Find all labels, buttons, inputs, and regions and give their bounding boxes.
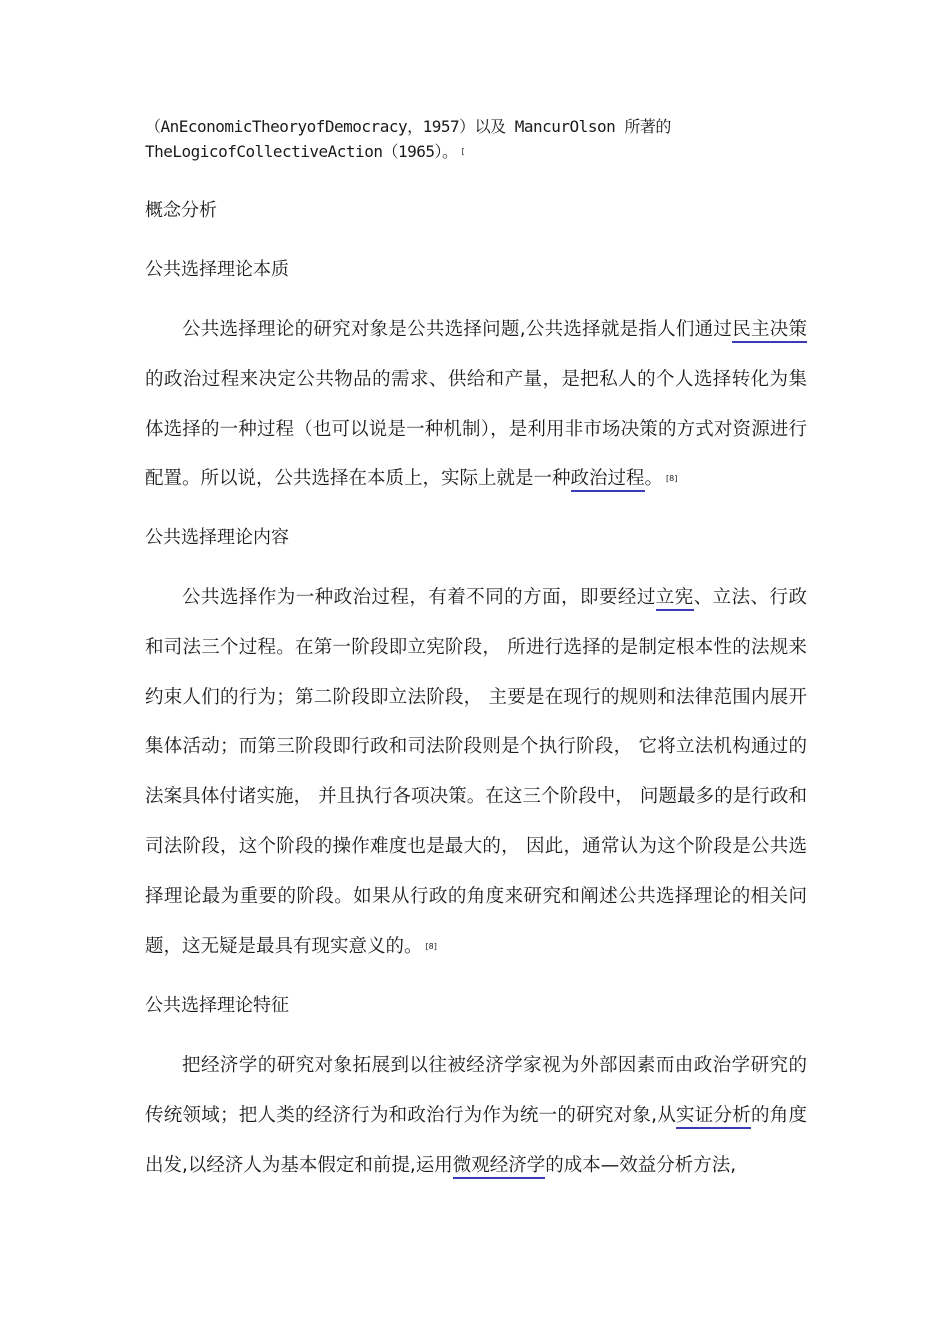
intro-line-2 xyxy=(145,140,465,164)
intro-line-2-text: TheLogicofCollectiveAction（1965）。 xyxy=(145,142,458,161)
heading-essence: 公共选择理论本质 xyxy=(145,259,289,280)
link-democratic-decision[interactable]: 民主决策 xyxy=(732,319,807,343)
features-text-2: 的角度出发,以经济人为基本假定和前提,运用 xyxy=(145,1104,807,1176)
essence-text-3: 。 xyxy=(644,468,664,490)
intro-citation-mark: [ xyxy=(460,147,465,156)
heading-features: 公共选择理论特征 xyxy=(145,995,289,1016)
link-positive-analysis[interactable]: 实证分析 xyxy=(676,1105,751,1129)
paragraph-content xyxy=(145,573,807,971)
link-political-process[interactable]: 政治过程 xyxy=(571,468,645,492)
features-text-1: 把经济学的研究对象拓展到以往被经济学家视为外部因素而由政治学研究的传统领域；把人类的经济行为和政治行为作为统一的研究对象,从 xyxy=(145,1055,807,1126)
content-text-1: 公共选择作为一种政治过程，有着不同的方面，即要经过 xyxy=(182,587,656,608)
heading-concept-analysis: 概念分析 xyxy=(145,200,217,221)
features-text-3: 的成本—效益分析方法, xyxy=(545,1154,737,1176)
paragraph-features xyxy=(145,1041,807,1190)
paragraph-essence xyxy=(145,305,807,504)
intro-line-1: （AnEconomicTheoryofDemocracy，1957）以及 MancurOlson 所著的 xyxy=(145,117,671,136)
link-constitution[interactable]: 立宪 xyxy=(656,587,694,611)
citation-essence[interactable]: [8] xyxy=(666,474,678,484)
content-text-2: 、立法、行政和司法三个过程。在第一阶段即立宪阶段， 所进行选择的是制定根本性的法规来约束人们的行为；第二阶段即立法阶段， 主要是在现行的规则和法律范围内展开集体活动；而第三阶段即行政和司法阶段则是个执行阶段， 它将立法机构通过的法案具体付诸实施， 并且执行各项决策。在这三个阶段中， 问题最多的是行政和司法阶段，这个阶段的操作难度也是最大的， 因此，通常认为这个阶段是公共选择理论最为重要的阶段。如果从行政的角度来研究和阐述公共选择理论的相关问题，这无疑是最具有现实意义的。 xyxy=(145,587,807,957)
citation-content[interactable]: [8] xyxy=(425,941,437,951)
link-microeconomics[interactable]: 微观经济学 xyxy=(453,1155,546,1179)
heading-content: 公共选择理论内容 xyxy=(145,527,289,548)
essence-text-1: 公共选择理论的研究对象是公共选择问题,公共选择就是指人们通过 xyxy=(182,319,733,340)
essence-text-2: 的政治过程来决定公共物品的需求、供给和产量，是把私人的个人选择转化为集体选择的一种过程（也可以说是一种机制），是利用非市场决策的方式对资源进行配置。所以说，公共选择在本质上，实际上就是一种 xyxy=(145,368,807,490)
